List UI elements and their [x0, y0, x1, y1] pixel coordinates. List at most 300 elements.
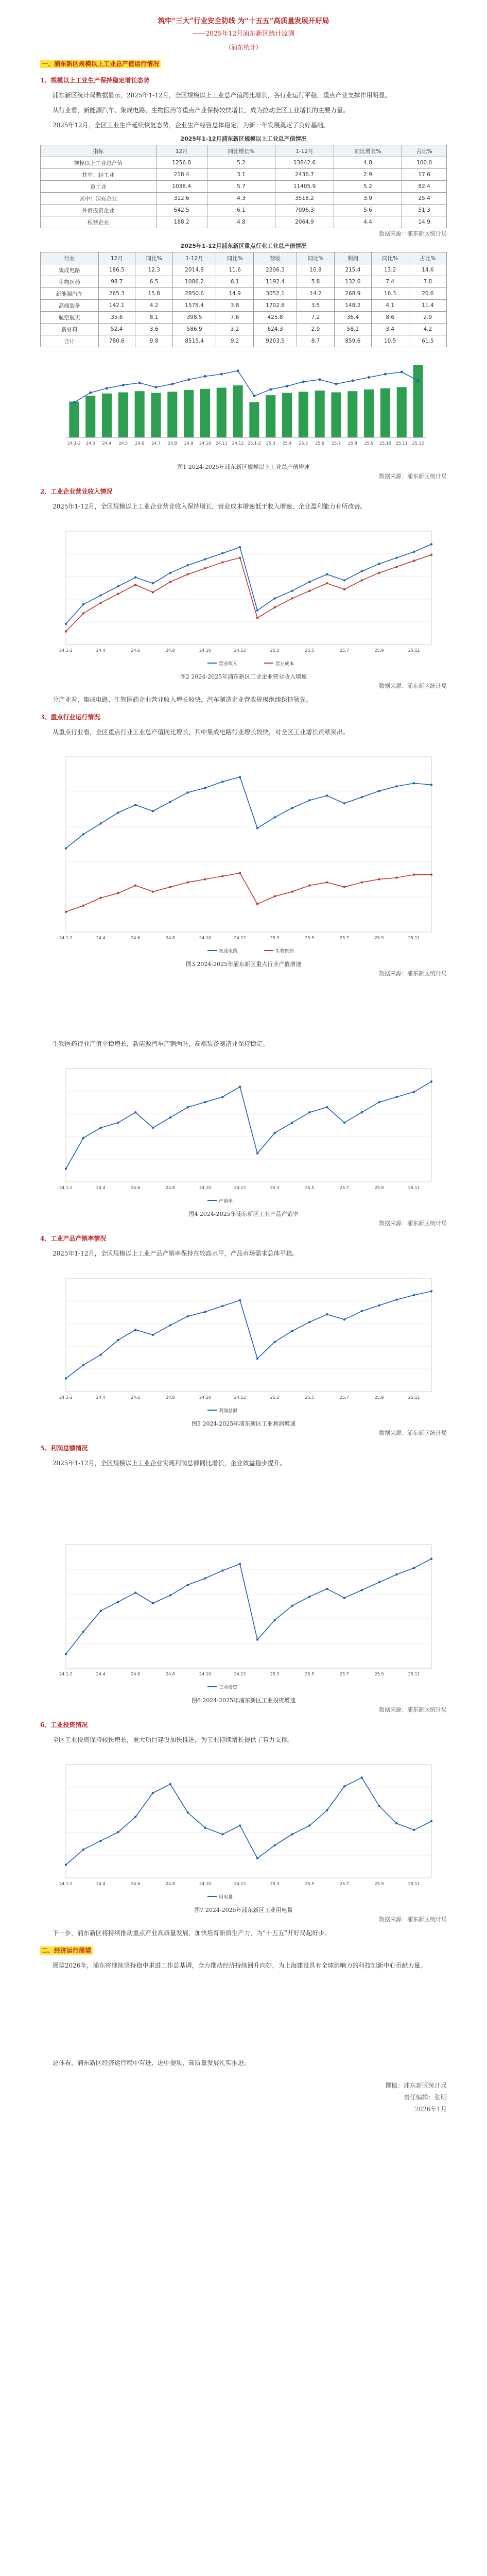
table-cell: 2.9: [409, 312, 446, 324]
x-tick-label: 24.6: [131, 1395, 141, 1400]
table-row: [41, 335, 447, 347]
x-tick-label: 24.8: [165, 1672, 175, 1676]
x-tick-label: 25.11: [408, 1672, 420, 1676]
table-cell: 13.2: [371, 264, 409, 276]
table-cell: 2.9: [334, 169, 402, 181]
x-tick-label: 24.12: [234, 1395, 246, 1400]
x-tick-label: 25.9: [374, 936, 384, 940]
x-tick-label: 25.11: [408, 1395, 420, 1400]
legend-label: 生物医药: [275, 949, 294, 954]
table-header: 同比增长%: [207, 145, 275, 157]
x-tick-label: 25.5: [299, 441, 308, 446]
chart-investment: [40, 1529, 447, 1694]
x-tick-label: 24.8: [165, 648, 175, 653]
table-cell: 215.4: [335, 264, 372, 276]
subsection-heading: 3、重点行业运行情况: [40, 714, 100, 721]
plot-area: [66, 1765, 431, 1878]
plot-area: [66, 1545, 431, 1668]
x-tick-label: 25.6: [315, 441, 325, 446]
table-cell: 268.9: [335, 288, 372, 300]
chart-profit: [40, 1263, 447, 1417]
source-note: 数据来源：浦东新区统计局: [379, 1220, 447, 1227]
source-note: 数据来源：浦东新区统计局: [379, 1916, 447, 1923]
x-tick-label: 24.6: [131, 1882, 141, 1886]
table-cell: 4.3: [207, 193, 275, 205]
table-header: 同比%: [135, 252, 173, 264]
table-cell: 2014.8: [173, 264, 216, 276]
table-cell: 425.8: [254, 312, 297, 324]
table-cell: 3.1: [207, 169, 275, 181]
legend-label: 集成电路: [219, 949, 238, 954]
x-tick-label: 24.8: [167, 441, 177, 446]
table-row: [41, 181, 447, 193]
table-cell: 13842.6: [275, 157, 334, 169]
source-note: 数据来源：浦东新区统计局: [379, 1430, 447, 1436]
table-cell: 52.4: [98, 324, 135, 335]
table-cell: 3.6: [135, 324, 173, 335]
table-cell: 7.6: [216, 312, 253, 324]
x-tick-label: 24.6: [131, 648, 141, 653]
table-cell: 规模以上工业总产值: [41, 157, 156, 169]
x-tick-label: 24.12: [234, 1185, 246, 1190]
table-cell: 51.3: [402, 205, 447, 216]
table-cell: 外商投资企业: [41, 205, 156, 216]
paragraph: 全区工业投资保持较快增长，重大项目建设加快推进，为工业持续增长提供了有力支撑。: [53, 1736, 294, 1743]
table-header: 12月: [98, 252, 135, 264]
paragraph: 2025年1-12月，全区规模以上工业产品产销率保持在较高水平，产品市场需求总体平稳。: [53, 1250, 299, 1257]
table-title: 2025年1-12月浦东新区规模以上工业总产值情况: [180, 135, 307, 142]
x-tick-label: 25.11: [408, 648, 420, 653]
bar: [102, 394, 112, 437]
chart-sales-rate: [40, 1053, 447, 1208]
x-tick-label: 25.11: [408, 1882, 420, 1886]
table-cell: 7.8: [409, 276, 446, 288]
table-cell: 4.1: [371, 300, 409, 312]
x-tick-label: 25.9: [374, 1672, 384, 1676]
data-table-1: [40, 145, 447, 228]
table-header: 指标: [41, 145, 156, 157]
x-tick-label: 24.8: [165, 936, 175, 940]
table-cell: 188.2: [156, 216, 207, 228]
x-tick-label: 24.4: [96, 1672, 106, 1676]
x-tick-label: 25.3: [270, 648, 280, 653]
x-tick-label: 24.1-2: [59, 1185, 73, 1190]
paragraph: 从行业看，新能源汽车、集成电路、生物医药等重点产业保持较快增长，成为拉动全区工业增长的主要力量。: [53, 107, 350, 114]
table-cell: 7.2: [297, 312, 334, 324]
x-tick-label: 24.4: [102, 441, 112, 446]
x-tick-label: 24.4: [96, 1185, 106, 1190]
table-cell: 8.7: [297, 335, 334, 347]
table-cell: 35.6: [98, 312, 135, 324]
x-tick-label: 24.8: [165, 1395, 175, 1400]
x-tick-label: 25.7: [340, 1672, 349, 1676]
table-cell: 4.8: [207, 216, 275, 228]
table-row: [41, 264, 447, 276]
x-tick-label: 24.10: [199, 1395, 211, 1400]
paragraph: 2025年12月，全区工业生产延续恢复态势，企业生产经营总体稳定，为新一年发展奠定了良好基础。: [53, 122, 329, 129]
bar: [266, 395, 275, 437]
legend-label: 用电量: [219, 1895, 233, 1900]
table-cell: 合计: [41, 335, 99, 347]
x-tick-label: 25.10: [379, 441, 391, 446]
table-cell: 8515.4: [173, 335, 216, 347]
table-header: 占比%: [402, 145, 447, 157]
table-cell: 14.9: [402, 216, 447, 228]
x-tick-label: 25.3: [270, 1882, 280, 1886]
table-row: [41, 276, 447, 288]
paragraph: 2025年1-12月，全区规模以上工业企业营业收入保持增长，营业成本增速低于收入增速，企业盈利能力有所改善。: [53, 503, 367, 510]
subsection-heading: 4、工业产品产销率情况: [40, 1235, 107, 1242]
x-tick-label: 24.12: [232, 441, 244, 446]
chart-revenue: [40, 516, 447, 670]
legend-label: 工业投资: [219, 1685, 238, 1690]
table-row: [41, 205, 447, 216]
bar: [69, 401, 79, 437]
source-note: 数据来源：浦东新区统计局: [379, 683, 447, 689]
subsection-heading: 5、利润总额情况: [40, 1445, 88, 1452]
table-cell: 其中：国有企业: [41, 193, 156, 205]
table-cell: 3518.2: [275, 193, 334, 205]
table-header: 行业: [41, 252, 99, 264]
table-cell: 10.5: [371, 335, 409, 347]
x-tick-label: 25.7: [340, 1395, 349, 1400]
x-tick-label: 25.3: [270, 936, 280, 940]
x-tick-label: 25.9: [374, 1882, 384, 1886]
document: [40, 15, 447, 2116]
table-header: 利润: [335, 252, 372, 264]
bar: [380, 388, 390, 437]
table-cell: 3.8: [216, 300, 253, 312]
editor: 责任编辑：张明: [403, 2094, 447, 2101]
x-tick-label: 24.6: [131, 936, 141, 940]
table-cell: 312.6: [156, 193, 207, 205]
table-header: 同比%: [216, 252, 253, 264]
table-row: [41, 157, 447, 169]
x-tick-label: 24.4: [96, 1395, 106, 1400]
chart-caption: 图7 2024-2025年浦东新区工业用电量: [194, 1907, 293, 1913]
chart-key-industries: [40, 741, 447, 958]
x-tick-label: 24.1-2: [67, 441, 81, 446]
table-cell: 20.6: [409, 288, 446, 300]
bar: [151, 393, 161, 437]
plot-area: [66, 1278, 431, 1392]
table-cell: 586.9: [173, 324, 216, 335]
table-row: [41, 216, 447, 228]
table-cell: 2850.6: [173, 288, 216, 300]
x-tick-label: 25.5: [305, 1672, 315, 1676]
table-cell: 148.2: [335, 300, 372, 312]
x-tick-label: 25.1-2: [248, 441, 261, 446]
x-tick-label: 24.1-2: [59, 1672, 73, 1676]
table-cell: 9.8: [135, 335, 173, 347]
table-cell: 5.2: [207, 157, 275, 169]
table-cell: 生物医药: [41, 276, 99, 288]
plot-area: [66, 757, 431, 932]
table-cell: 集成电路: [41, 264, 99, 276]
x-tick-label: 24.12: [234, 648, 246, 653]
bar: [413, 365, 423, 437]
x-tick-label: 25.5: [305, 648, 315, 653]
paragraph: 从重点行业看，全区重点行业工业总产值同比增长，其中集成电路行业增长较快，对全区工业增长贡献突出。: [53, 728, 350, 736]
x-tick-label: 24.12: [234, 936, 246, 940]
table-cell: 1702.6: [254, 300, 297, 312]
source-note: 数据来源：浦东新区统计局: [379, 970, 447, 977]
x-tick-label: 24.10: [199, 936, 211, 940]
x-tick-label: 24.11: [215, 441, 228, 446]
table-row: [41, 193, 447, 205]
table-cell: 1256.8: [156, 157, 207, 169]
table-cell: 高端装备: [41, 300, 99, 312]
table-cell: 11.4: [409, 300, 446, 312]
x-tick-label: 25.11: [408, 1185, 420, 1190]
table-cell: 11.6: [216, 264, 253, 276]
table-cell: 3.9: [334, 193, 402, 205]
table-cell: 398.5: [173, 312, 216, 324]
x-tick-label: 25.9: [364, 441, 374, 446]
legend-label: 利润总额: [219, 1409, 238, 1414]
bar: [299, 392, 308, 437]
table-cell: 2064.9: [275, 216, 334, 228]
table-header: 1-12月: [173, 252, 216, 264]
table-cell: 2206.3: [254, 264, 297, 276]
table-cell: 859.6: [335, 335, 372, 347]
table-cell: 私营企业: [41, 216, 156, 228]
table-cell: 8.1: [135, 312, 173, 324]
paragraph: 分产业看，集成电路、生物医药企业营业收入增长较快，汽车制造企业营收规模继续保持领先。: [53, 696, 312, 703]
table-cell: 3.4: [371, 324, 409, 335]
table-cell: 1578.4: [173, 300, 216, 312]
x-tick-label: 24.10: [199, 1882, 211, 1886]
table-cell: 9.2: [216, 335, 253, 347]
table-cell: 5.2: [334, 181, 402, 193]
table-header: 占比%: [409, 252, 446, 264]
source-note: 数据来源：浦东新区统计局: [379, 1706, 447, 1713]
bar: [249, 402, 259, 437]
bar: [167, 392, 177, 437]
paragraph: 浦东新区统计局数据显示，2025年1-12月，全区规模以上工业总产值同比增长，各行业运行平稳，重点产业支撑作用明显。: [53, 92, 391, 99]
table-cell: 142.1: [98, 300, 135, 312]
table-row: [41, 300, 447, 312]
table-cell: 1038.4: [156, 181, 207, 193]
table-cell: 82.4: [402, 181, 447, 193]
table-cell: 4.2: [135, 300, 173, 312]
table-cell: 11405.9: [275, 181, 334, 193]
table-cell: 100.0: [402, 157, 447, 169]
table-cell: 780.6: [98, 335, 135, 347]
paragraph: 总体看，浦东新区经济运行稳中有进、进中提质，高质量发展扎实推进。: [53, 2059, 251, 2066]
table-header: 1-12月: [275, 145, 334, 157]
table-cell: 218.4: [156, 169, 207, 181]
table-cell: 25.4: [402, 193, 447, 205]
table-cell: 14.2: [297, 288, 334, 300]
table-cell: 2436.7: [275, 169, 334, 181]
x-tick-label: 24.6: [135, 441, 145, 446]
x-tick-label: 25.12: [412, 441, 424, 446]
x-tick-label: 24.1-2: [59, 1395, 73, 1400]
table-cell: 186.5: [98, 264, 135, 276]
bar: [397, 387, 407, 437]
x-tick-label: 25.9: [374, 1395, 384, 1400]
table-cell: 重工业: [41, 181, 156, 193]
source-note: 数据来源：浦东新区统计局: [379, 473, 447, 480]
x-tick-label: 25.3: [270, 1185, 280, 1190]
source-note: 数据来源：浦东新区统计局: [379, 230, 447, 237]
bar: [233, 385, 243, 437]
table-cell: 98.7: [98, 276, 135, 288]
subsection-heading: 2、工业企业营业收入情况: [40, 488, 113, 495]
table-header: 营收: [254, 252, 297, 264]
table-cell: 6.5: [135, 276, 173, 288]
table-cell: 36.4: [335, 312, 372, 324]
legend-label: 产销率: [219, 1199, 233, 1204]
table-header: 同比%: [297, 252, 334, 264]
x-tick-label: 25.3: [270, 1395, 280, 1400]
x-tick-label: 24.6: [131, 1185, 141, 1190]
x-tick-label: 25.4: [282, 441, 292, 446]
page-title: 筑牢“三大”行业安全防线 为“十五五”高质量发展开好局: [158, 17, 329, 25]
x-tick-label: 25.7: [340, 648, 349, 653]
x-tick-label: 25.9: [374, 1185, 384, 1190]
x-tick-label: 24.12: [234, 1882, 246, 1886]
x-tick-label: 25.5: [305, 936, 315, 940]
table-cell: 3052.1: [254, 288, 297, 300]
paragraph: 生物医药行业产值平稳增长，新能源汽车产销两旺，高端装备制造业保持稳定。: [53, 1040, 269, 1047]
date: 2026年1月: [414, 2106, 447, 2113]
series-note: （浦东统计）: [224, 44, 262, 51]
bar: [184, 390, 194, 437]
data-table-2: [40, 252, 447, 347]
x-tick-label: 24.8: [165, 1185, 175, 1190]
x-tick-label: 24.5: [118, 441, 128, 446]
chart-caption: 图5 2024-2025年浦东新区工业利润增速: [191, 1420, 296, 1427]
x-tick-label: 24.9: [184, 441, 194, 446]
table-cell: 7096.3: [275, 205, 334, 216]
table-cell: 7.4: [371, 276, 409, 288]
x-tick-label: 25.11: [408, 936, 420, 940]
table-cell: 624.3: [254, 324, 297, 335]
plot-area: [66, 1069, 431, 1182]
bar: [135, 391, 145, 437]
x-tick-label: 24.10: [199, 1185, 211, 1190]
table-cell: 航空航天: [41, 312, 99, 324]
chart-caption: 图4 2024-2025年浦东新区工业产品产销率: [188, 1211, 299, 1217]
table-cell: 6.1: [207, 205, 275, 216]
chart-electricity: [40, 1749, 447, 1904]
table-cell: 5.6: [334, 205, 402, 216]
x-tick-label: 24.3: [85, 441, 95, 446]
x-tick-label: 24.4: [96, 936, 106, 940]
footer: [40, 2080, 447, 2114]
author: 撰稿：浦东新区统计局: [385, 2082, 447, 2089]
x-tick-label: 24.8: [165, 1882, 175, 1886]
table-title: 2025年1-12月浦东新区重点行业工业总产值情况: [180, 243, 307, 249]
table-cell: 642.5: [156, 205, 207, 216]
table-cell: 4.8: [334, 157, 402, 169]
x-tick-label: 24.1-2: [59, 936, 73, 940]
x-tick-label: 24.7: [151, 441, 161, 446]
paragraph: 下一步，浦东新区将持续推动重点产业高质量发展，加快培育新质生产力，为“十五五”开好局起好步。: [53, 1929, 331, 1937]
table-cell: 10.8: [297, 264, 334, 276]
x-tick-label: 24.4: [96, 648, 106, 653]
table-cell: 6.1: [216, 276, 253, 288]
x-tick-label: 25.7: [340, 936, 349, 940]
table-cell: 5.8: [297, 276, 334, 288]
chart-caption: 图2 2024-2025年浦东新区工业企业营业收入增速: [180, 673, 307, 680]
x-tick-label: 25.5: [305, 1395, 315, 1400]
page-subtitle: ——2025年12月浦东新区统计监测: [193, 29, 294, 37]
x-tick-label: 25.3: [270, 1672, 280, 1676]
table-header: 12月: [156, 145, 207, 157]
table-cell: 新能源汽车: [41, 288, 99, 300]
x-tick-label: 25.7: [340, 1882, 349, 1886]
subsection-heading: 6、工业投资情况: [40, 1721, 88, 1728]
table-cell: 8.6: [371, 312, 409, 324]
bar: [347, 391, 357, 437]
x-tick-label: 24.10: [199, 441, 211, 446]
chart-caption: 图3 2024-2025年浦东新区重点行业产值增速: [185, 961, 302, 968]
table-row: [41, 288, 447, 300]
x-tick-label: 24.10: [199, 648, 211, 653]
x-tick-label: 24.6: [131, 1672, 141, 1676]
table-cell: 132.6: [335, 276, 372, 288]
x-tick-label: 24.10: [199, 1672, 211, 1676]
x-tick-label: 24.1-2: [59, 1882, 73, 1886]
x-tick-label: 25.8: [347, 441, 357, 446]
x-tick-label: 25.9: [374, 648, 384, 653]
chart-caption: 图1 2024-2025年浦东新区规模以上工业总产值增速: [177, 464, 310, 470]
table-cell: 15.8: [135, 288, 173, 300]
table-header: 同比增长%: [334, 145, 402, 157]
x-tick-label: 24.1-2: [59, 648, 73, 653]
legend-label: 营业收入: [219, 662, 238, 667]
table-cell: 5.7: [207, 181, 275, 193]
x-tick-label: 25.5: [305, 1185, 315, 1190]
table-cell: 17.6: [402, 169, 447, 181]
table-cell: 58.1: [335, 324, 372, 335]
table-cell: 16.3: [371, 288, 409, 300]
chart-caption: 图6 2024-2025年浦东新区工业投资增速: [191, 1697, 296, 1704]
table-cell: 新材料: [41, 324, 99, 335]
bar: [331, 392, 341, 437]
x-tick-label: 24.12: [234, 1672, 246, 1676]
table-cell: 3.5: [297, 300, 334, 312]
x-tick-label: 25.7: [340, 1185, 349, 1190]
x-tick-label: 25.5: [305, 1882, 315, 1886]
bar: [282, 393, 292, 437]
paragraph: 2025年1-12月，全区规模以上工业企业实现利润总额同比增长，企业效益稳步提升。: [53, 1460, 286, 1467]
table-row: [41, 312, 447, 324]
legend-label: 营业成本: [275, 662, 294, 667]
table-cell: 14.9: [216, 288, 253, 300]
table-cell: 265.3: [98, 288, 135, 300]
table-row: [41, 324, 447, 335]
x-tick-label: 25.3: [266, 441, 275, 446]
paragraph: 展望2026年，浦东将继续坚持稳中求进工作总基调，全力推动经济持续回升向好，为上海建设具有全球影响力的科技创新中心贡献力量。: [53, 1962, 427, 1969]
bar: [200, 389, 210, 437]
bar: [315, 391, 325, 437]
section-heading: 一、浦东新区规模以上工业总产值运行情况: [40, 59, 447, 69]
x-tick-label: 24.4: [96, 1882, 106, 1886]
table-cell: 14.6: [409, 264, 446, 276]
table-cell: 12.3: [135, 264, 173, 276]
table-cell: 4.4: [334, 216, 402, 228]
bar: [364, 389, 374, 437]
bar: [217, 388, 227, 437]
section-heading: 二、经济运行展望: [40, 1945, 447, 1956]
table-cell: 9203.5: [254, 335, 297, 347]
bar: [118, 392, 128, 437]
table-cell: 2.9: [297, 324, 334, 335]
